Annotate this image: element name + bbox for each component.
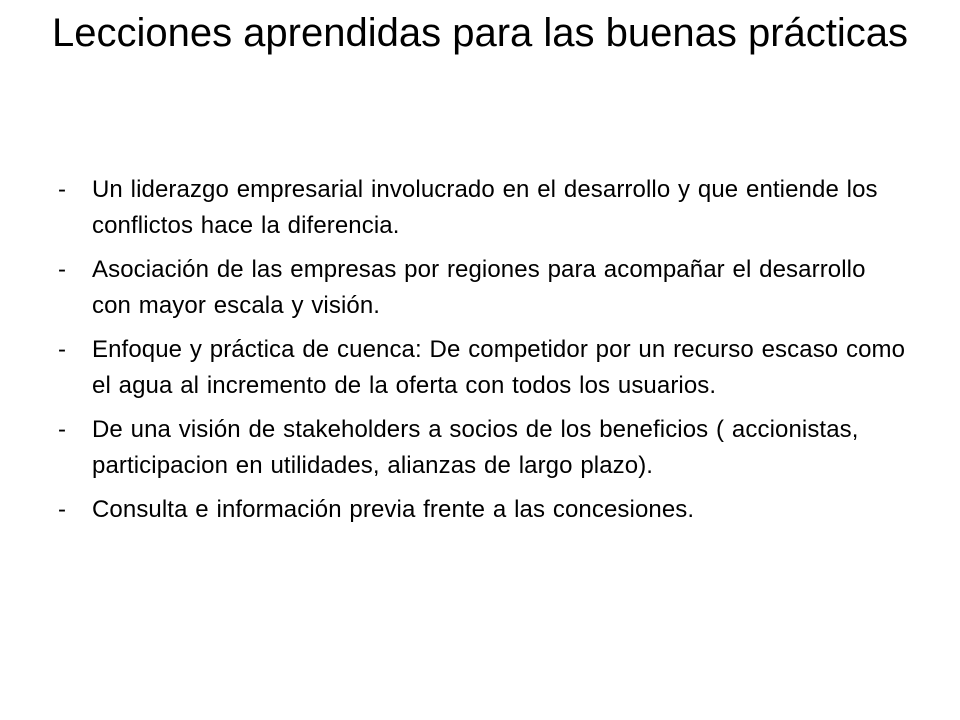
bullet-item (56, 412, 906, 484)
bullet-marker: - (58, 176, 67, 203)
bullet-marker: - (58, 416, 67, 443)
bullet-item (56, 252, 906, 324)
bullet-list (56, 172, 906, 536)
bullet-text: Asociación de las empresas por regiones para acompañar el desarrollo con mayor escala y visión. (92, 256, 866, 319)
bullet-marker: - (58, 256, 67, 283)
bullet-marker: - (58, 496, 67, 523)
slide-title: Lecciones aprendidas para las buenas prácticas (51, 11, 909, 55)
bullet-text: Enfoque y práctica de cuenca: De competidor por un recurso escaso como el agua al incremento de la oferta con todos los usuarios. (92, 336, 906, 399)
bullet-item (56, 492, 906, 528)
bullet-item (56, 332, 906, 404)
bullet-item (56, 172, 906, 244)
bullet-text: De una visión de stakeholders a socios de los beneficios ( accionistas, participacion en utilidades, alianzas de largo plazo). (92, 416, 859, 479)
bullet-marker: - (58, 336, 67, 363)
bullet-text: Un liderazgo empresarial involucrado en el desarrollo y que entiende los conflictos hace la diferencia. (92, 176, 878, 239)
bullet-text: Consulta e información previa frente a las concesiones. (92, 496, 695, 523)
